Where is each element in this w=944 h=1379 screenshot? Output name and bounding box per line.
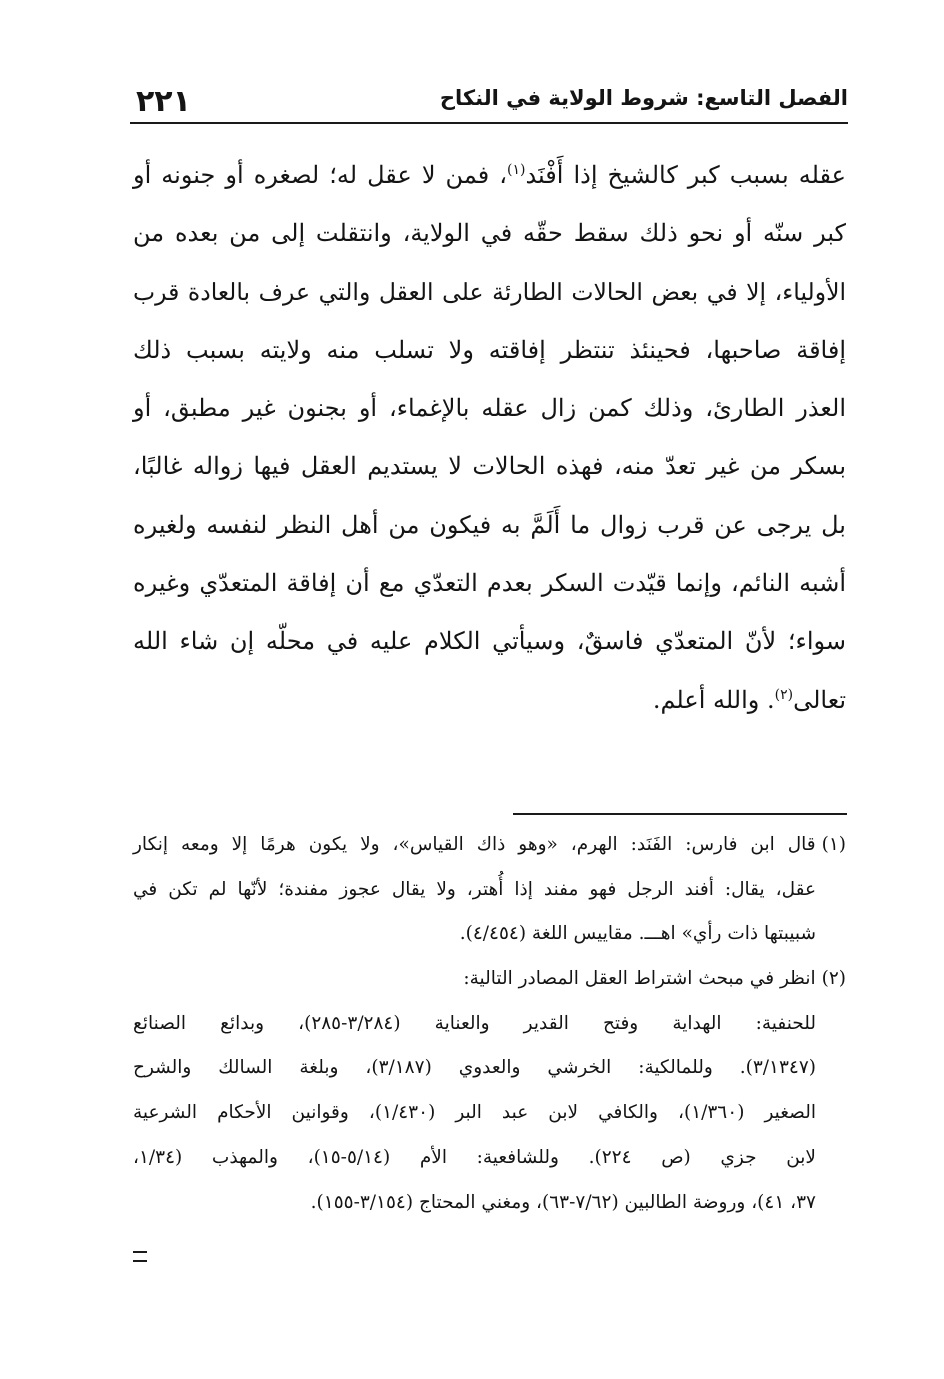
running-title: الفصل التاسع: شروط الولاية في النكاح — [439, 86, 848, 110]
footnote-marker: (٢) — [774, 686, 794, 703]
text-line — [133, 146, 846, 204]
footnote-marker: (١) — [506, 162, 526, 178]
footnote-line: ٣٧، ٤١)، وروضة الطالبين (٧/٦٢-٦٣)، ومغني المحتاج (٣/١٥٤-١٥٥). — [310, 1191, 816, 1213]
page-header — [130, 82, 848, 124]
text-line-tail: ، فمن لا عقل له؛ لصغره أو جنونه أو — [133, 161, 507, 189]
text-line: العذر الطارئ، وذلك كمن زال عقله بالإغماء، أو بجنون غير مطبق، أو — [133, 394, 846, 423]
text-line-tail: . والله أعلم. — [652, 685, 775, 714]
footnote-number: (٢) — [821, 968, 846, 990]
page-number: ٢٢١ — [136, 84, 191, 119]
text-line: إفاقة صاحبها، فحينئذ تنتظر إفاقته ولا تسلب منه ولايته بسبب ذلك — [133, 335, 846, 364]
text-line: بل يرجى عن قرب زوال ما أَلَمَّ به فيكون من أهل النظر لنفسه ولغيره — [133, 510, 846, 539]
text-line-content: تعالى — [793, 685, 846, 714]
main-text — [133, 146, 846, 729]
footnote-line — [133, 823, 846, 868]
text-line: الأولياء، إلا في بعض الحالات الطارئة على العقل والتي عرف بالعادة قرب — [133, 277, 846, 306]
footnote-line: (٣/١٣٤٧). وللمالكية: الخرشي والعدوي (٣/١٨٧)، وبلغة السالك والشرح — [133, 1057, 817, 1079]
text-line: كبر سنّه أو نحو ذلك سقط حقّه في الولاية، وانتقلت إلى من بعده من — [133, 219, 846, 248]
text-line: بسكر من غير تعدّ منه، فهذه الحالات لا يستديم العقل فيها زواله غالبًا، — [133, 452, 846, 481]
footnote-line: للحنفية: الهداية وفتح القدير والعناية (٣/٢٨٤-٢٨٥)، وبدائع الصنائع — [133, 1012, 816, 1034]
footnote-line: عقل، يقال: أفند الرجل فهو مفند إذا أُهتر، ولا يقال عجوز مفندة؛ لأنّها لم تكن في — [133, 878, 816, 900]
footnote-line: لابن جزي (ص ٢٢٤). وللشافعية: الأم (٥/١٤-١٥)، والمهذب (١/٣٤، — [133, 1146, 816, 1168]
text-line-content: عقله بسبب كبر كالشيخ إذا أَفْنَد — [525, 161, 846, 189]
text-line: سواء؛ لأنّ المتعدّي فاسقٌ، وسيأتي الكلام عليه في محلّه إن شاء الله — [133, 627, 846, 656]
footnote-separator — [513, 813, 847, 815]
footnotes — [133, 823, 846, 1225]
text-line — [133, 671, 846, 729]
footnote-number: (١) — [821, 834, 846, 855]
footnote-line: الصغير (١/٣٦٠)، والكافي لابن عبد البر (١/٤٣٠)، وقوانين الأحكام الشرعية — [133, 1102, 816, 1124]
footnote-line — [133, 957, 846, 1002]
footnote-line: شبيبتها ذات رأي» اهـــ. مقاييس اللغة (٤/٤٥٤). — [459, 923, 816, 945]
footnote-text: قال ابن فارس: الفَنَد: الهرم، «وهو ذاك القياس»، ولا يكون هرمًا إلا ومعه إنكار — [133, 834, 816, 855]
footnote-text: انظر في مبحث اشتراط العقل المصادر التالية: — [463, 968, 816, 990]
text-line: أشبه النائم، وإنما قيّدت السكر بعدم التعدّي مع أن إفاقة المتعدّي وغيره — [133, 569, 846, 598]
continuation-mark — [133, 1251, 147, 1262]
